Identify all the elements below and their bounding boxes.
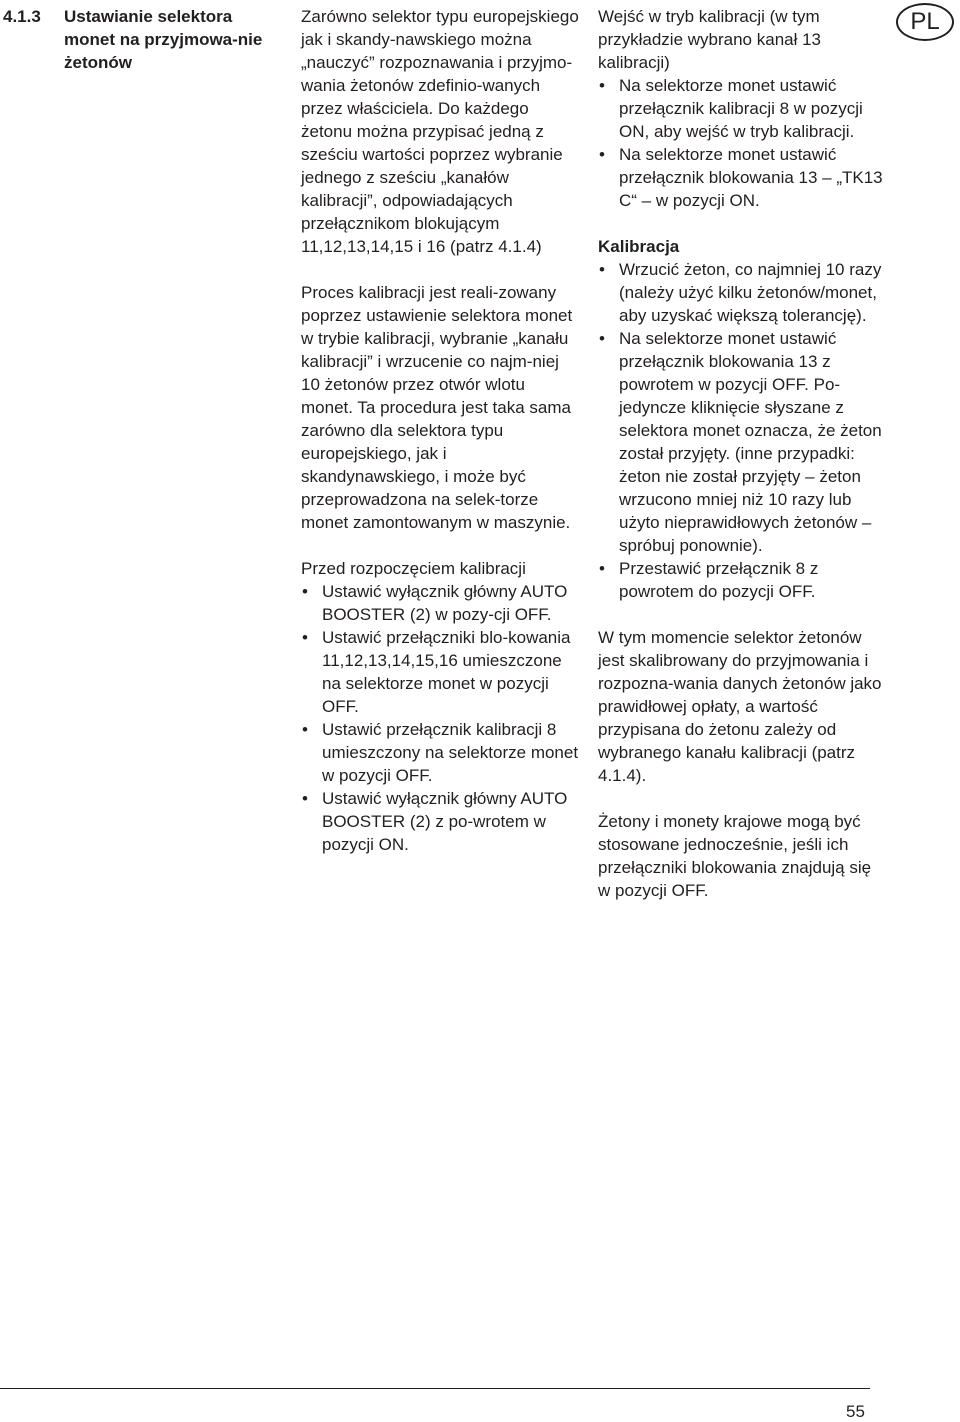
process-paragraph: Proces kalibracji jest reali-zowany poprzez ustawienie selektora monet w trybie kalibracji, wybranie „kanału kalibracji” i wrzucenie co najm-niej 10 żetonów przez otwór wlotu monet. Ta procedura jest taka sama zarówno dla selektora typu europejskiego, jak i skandynawskiego, i może być przeprowadzona na selek-torze monet zamontowanym w maszynie. [301, 283, 573, 532]
bullet-icon: • [302, 582, 308, 601]
calibration-heading: Kalibracja [598, 237, 680, 256]
note-paragraph: Żetony i monety krajowe mogą być stosowane jednocześnie, jeśli ich przełączniki blokowania znajdują się w pozycji OFF. [598, 812, 872, 900]
footer-divider [0, 1388, 870, 1389]
list-item: • Ustawić przełączniki blo-kowania 11,12,13,14,15,16 umieszczone na selektorze monet w pozycji OFF. [302, 628, 571, 716]
bullet-icon: • [599, 260, 605, 279]
language-badge [896, 3, 954, 41]
language-badge-label: PL [910, 8, 940, 35]
list-item: • Na selektorze monet ustawić przełącznik blokowania 13 – „TK13 C“ – w pozycji ON. [599, 145, 883, 210]
right-column [598, 5, 883, 925]
before-calibration-heading: Przed rozpoczęciem kalibracji [301, 559, 526, 578]
section-title: Ustawianie selektora monet na przyjmowa-nie żetonów [64, 7, 263, 72]
bullet-icon: • [599, 145, 605, 164]
enter-mode-heading: Wejść w tryb kalibracji (w tym przykładzie wybrano kanał 13 kalibracji) [598, 7, 822, 72]
bullet-icon: • [302, 789, 308, 808]
list-item: • Przestawić przełącznik 8 z powrotem do pozycji OFF. [599, 559, 819, 601]
list-item: • Wrzucić żeton, co najmniej 10 razy (należy użyć kilku żetonów/monet, aby uzyskać większą tolerancję). [599, 260, 882, 325]
bullet-icon: • [599, 559, 605, 578]
result-paragraph: W tym momencie selektor żetonów jest skalibrowany do przyjmowania i rozpozna-wania danych żetonów jako prawidłowej opłaty, a wartość przypisana do żetonu zależy od wybranego kanału kalibracji (patrz 4.1.4). [598, 628, 882, 785]
list-item: • Na selektorze monet ustawić przełącznik kalibracji 8 w pozycji ON, aby wejść w tryb kalibracji. [599, 76, 863, 141]
bullet-icon: • [599, 329, 605, 348]
section-number: 4.1.3 [3, 7, 41, 26]
bullet-icon: • [599, 76, 605, 95]
list-item: • Ustawić wyłącznik główny AUTO BOOSTER (2) w pozy-cji OFF. [302, 582, 568, 624]
before-calibration-steps [301, 580, 579, 856]
page-number: 55 [846, 1402, 865, 1421]
list-item: • Ustawić wyłącznik główny AUTO BOOSTER (2) z po-wrotem w pozycji ON. [302, 789, 568, 854]
calibration-steps [598, 258, 883, 603]
enter-mode-steps [598, 74, 883, 212]
middle-column [301, 5, 579, 879]
intro-paragraph: Zarówno selektor typu europejskiego jak i skandy-nawskiego można „nauczyć” rozpoznawania i przyjmo-wania żetonów zdefinio-wanych przez właściciela. Do każdego żetonu można przypisać jedną z sześciu wartości poprzez wybranie jednego z sześciu „kanałów kalibracji”, odpowiadających przełącznikom blokującym 11,12,13,14,15 i 16 (patrz 4.1.4) [301, 7, 579, 256]
bullet-icon: • [302, 628, 308, 647]
list-item: • Na selektorze monet ustawić przełącznik blokowania 13 z powrotem w pozycji OFF. Po-jedyncze kliknięcie słyszane z selektora monet oznacza, że żeton został przyjęty. (inne przypadki: żeton nie został przyjęty – żeton wrzucono mniej niż 10 razy lub użyto nieprawidłowych żetonów – spróbuj ponownie). [599, 329, 882, 555]
list-item: • Ustawić przełącznik kalibracji 8 umieszczony na selektorze monet w pozycji OFF. [302, 720, 579, 785]
bullet-icon: • [302, 720, 308, 739]
